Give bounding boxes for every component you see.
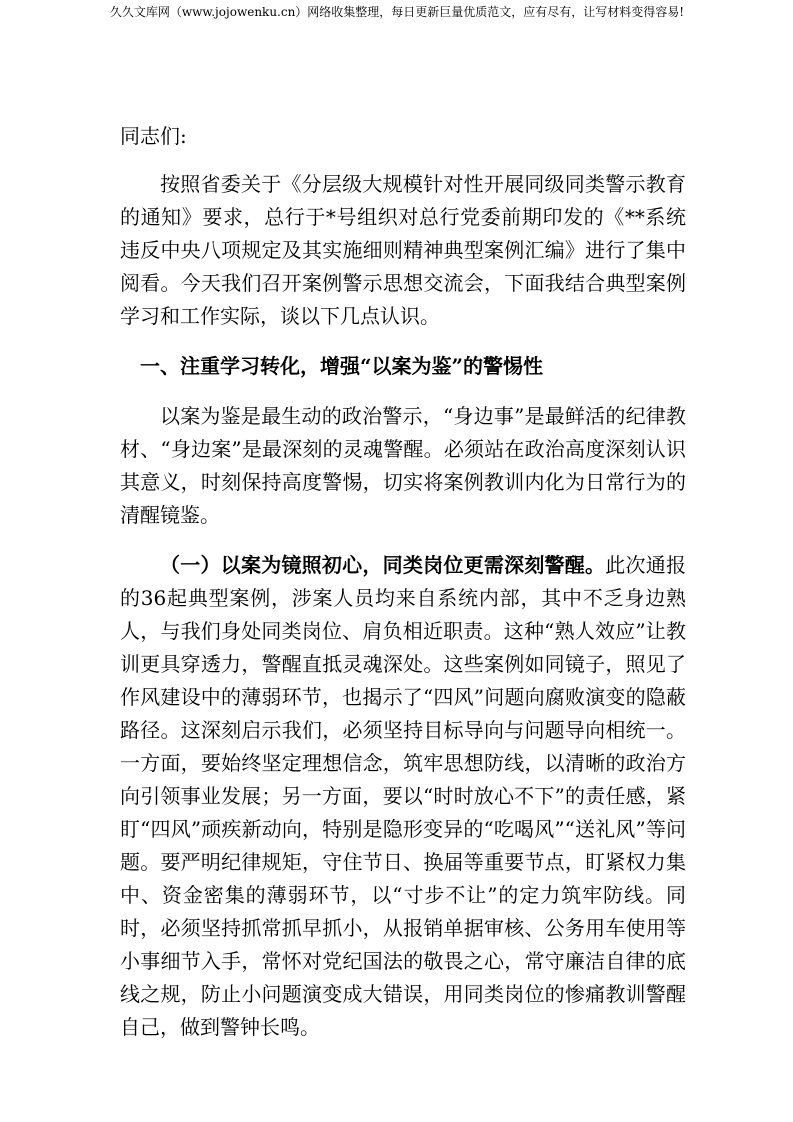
section-1-paragraph: 以案为鉴是最生动的政治警示，“身边事”是最鲜活的纪律教材、“身边案”是最深刻的灵魂警醒。必须站在政治高度深刻认识其意义，时刻保持高度警惕，切实将案例教训内化为日常行为的清醒镜鉴。 bbox=[120, 404, 686, 527]
document-body bbox=[120, 120, 686, 1044]
subsection-1-lead: （一）以案为镜照初心，同类岗位更需深刻警醒。 bbox=[160, 553, 606, 577]
section-1-heading: 一、注重学习转化，增强“以案为鉴”的警惕性 bbox=[140, 354, 544, 378]
subsection-1-body: 此次通报的36起典型案例，涉案人员均来自系统内部，其中不乏身边熟人，与我们身处同类岗位、肩负相近职责。这种“熟人效应”让教训更具穿透力，警醒直抵灵魂深处。这些案例如同镜子，照见了作风建设中的薄弱环节，也揭示了“四风”问题向腐败演变的隐蔽路径。这深刻启示我们，必须坚持目标导向与问题导向相统一。一方面，要始终坚定理想信念，筑牢思想防线，以清晰的政治方向引领事业发展；另一方面，要以“时时放心不下”的责任感，紧盯“四风”顽疾新动向，特别是隐形变异的“吃喝风”“送礼风”等问题。要严明纪律规矩，守住节日、换届等重要节点，盯紧权力集中、资金密集的薄弱环节，以“寸步不让”的定力筑牢防线。同时，必须坚持抓常抓早抓小，从报销单据审核、公务用车使用等小事细节入手，常怀对党纪国法的敬畏之心，常守廉洁自律的底线之规，防止小问题演变成大错误，用同类岗位的惨痛教训警醒自己，做到警钟长鸣。 bbox=[120, 553, 687, 1039]
intro-paragraph: 按照省委关于《分层级大规模针对性开展同级同类警示教育的通知》要求，总行于*号组织对总行党委前期印发的《**系统违反中央八项规定及其实施细则精神典型案例汇编》进行了集中阅看。今天我们召开案例警示思想交流会，下面我结合典型案例学习和工作实际，谈以下几点认识。 bbox=[120, 172, 686, 328]
subsection-1-paragraph bbox=[120, 549, 686, 1044]
salutation: 同志们: bbox=[120, 124, 187, 148]
page-header-note: 久久文库网（www.jojowenku.cn）网络收集整理，每日更新巨量优质范文，应有尽有，让写材料变得容易! bbox=[109, 5, 685, 19]
